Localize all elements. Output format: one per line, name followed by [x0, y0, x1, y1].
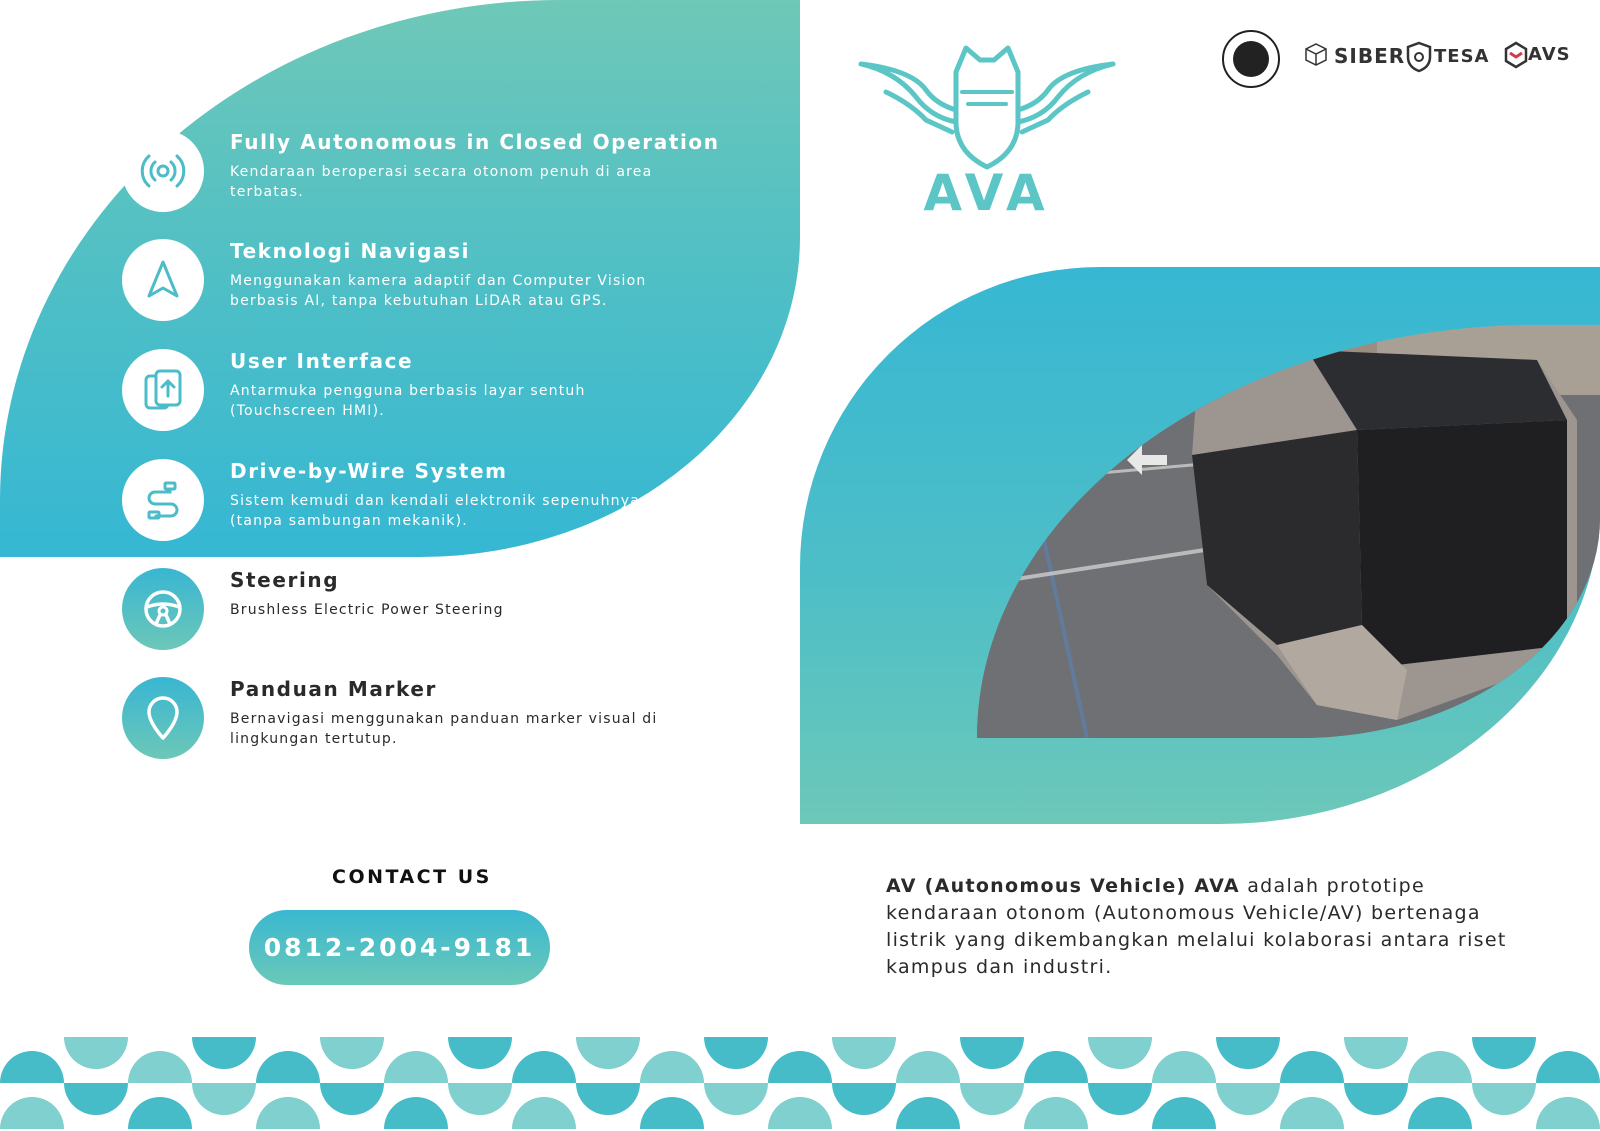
ava-logo	[856, 42, 1118, 224]
navigation-arrow-icon	[122, 239, 204, 321]
feature-title: Fully Autonomous in Closed Operation	[230, 130, 720, 154]
partner-logos	[1222, 26, 1582, 86]
wireless-signal-icon	[122, 130, 204, 212]
avs-logo: AVS	[1528, 44, 1571, 65]
feature-title: Teknologi Navigasi	[230, 239, 471, 263]
brand-name: AVA	[923, 164, 1051, 222]
cube-icon	[1300, 42, 1332, 72]
about-body: adalah prototipe kendaraan otonom (Autonomous Vehicle/AV) bertenaga listrik yang dikembangkan melalui kolaborasi antara riset kampus dan industri.	[886, 875, 1507, 978]
phone-button[interactable]: 0812-2004-9181	[249, 910, 550, 985]
steering-wheel-icon	[122, 568, 204, 650]
feature-desc: Bernavigasi menggunakan panduan marker visual di lingkungan tertutup.	[230, 711, 658, 747]
decorative-pattern	[0, 1037, 1600, 1131]
feature-desc: Kendaraan beroperasi secara otonom penuh di area terbatas.	[230, 164, 653, 200]
university-seal-icon	[1222, 30, 1280, 88]
feature-title: Steering	[230, 568, 340, 592]
siber-logo: SIBER	[1334, 44, 1406, 68]
cable-icon	[122, 459, 204, 541]
feature-desc: Antarmuka pengguna berbasis layar sentuh (Touchscreen HMI).	[230, 383, 586, 419]
tesa-shield-icon	[1406, 41, 1432, 73]
map-pin-icon	[122, 677, 204, 759]
feature-title: User Interface	[230, 349, 414, 373]
feature-title: Panduan Marker	[230, 677, 437, 701]
feature-desc: Brushless Electric Power Steering	[230, 602, 504, 618]
feature-title: Drive-by-Wire System	[230, 459, 508, 483]
contact-title: CONTACT US	[332, 866, 492, 888]
about-text	[886, 873, 1526, 981]
feature-desc: Sistem kemudi dan kendali elektronik sepenuhnya (tanpa sambungan mekanik).	[230, 493, 641, 529]
tesa-logo: TESA	[1434, 46, 1490, 67]
about-lead: AV (Autonomous Vehicle) AVA	[886, 875, 1240, 897]
touchscreen-icon	[122, 349, 204, 431]
avs-hex-icon	[1504, 41, 1528, 69]
feature-desc: Menggunakan kamera adaptif dan Computer Vision berbasis AI, tanpa kebutuhan LiDAR atau GPS.	[230, 273, 647, 309]
